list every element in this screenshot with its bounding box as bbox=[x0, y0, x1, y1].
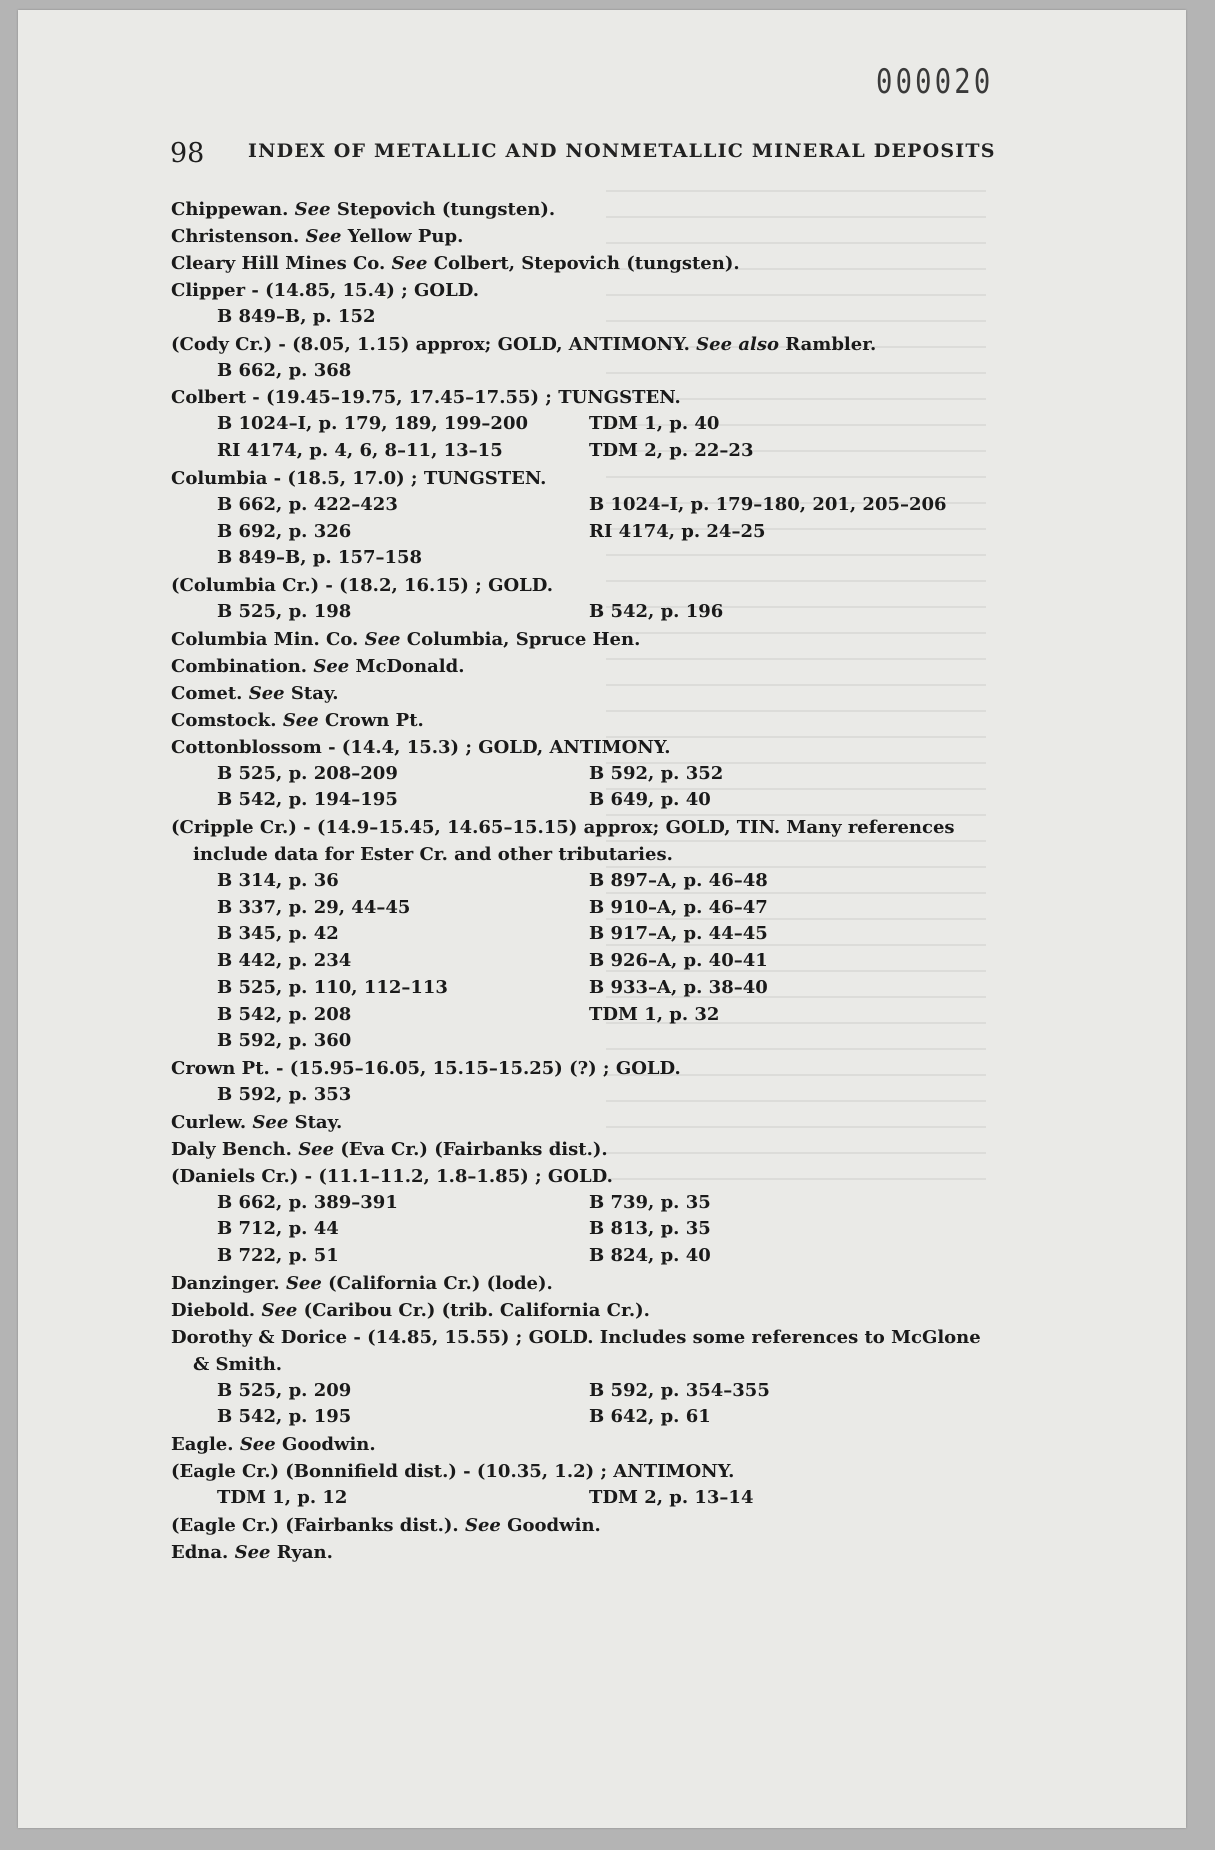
reference-left: B 525, p. 208–209 bbox=[217, 762, 398, 784]
entry-head: Edna. bbox=[171, 1541, 229, 1563]
see-reference-label: See bbox=[364, 628, 401, 650]
reference-right: B 917–A, p. 44–45 bbox=[589, 923, 768, 945]
entry-continuation: & Smith. bbox=[193, 1353, 283, 1375]
entry-heading bbox=[171, 331, 1071, 358]
entry-heading bbox=[171, 734, 1071, 761]
entry-heading bbox=[171, 196, 1071, 223]
see-reference-target: Columbia, Spruce Hen. bbox=[406, 628, 641, 650]
reference-left: B 542, p. 195 bbox=[217, 1406, 352, 1428]
reference-left: B 525, p. 110, 112–113 bbox=[217, 976, 448, 998]
reference-left: B 662, p. 389–391 bbox=[217, 1191, 398, 1213]
entry-heading bbox=[171, 626, 1071, 653]
see-reference-target: Yellow Pup. bbox=[347, 226, 464, 247]
index-entry bbox=[171, 1324, 1071, 1431]
entry-head: Cottonblossom - (14.4, 15.3) ; GOLD, ANTIMONY. bbox=[171, 736, 671, 758]
reference-right: TDM 1, p. 32 bbox=[589, 1003, 720, 1025]
index-entry bbox=[171, 384, 1071, 464]
index-entry bbox=[171, 250, 1071, 277]
reference-left: B 849–B, p. 152 bbox=[217, 306, 376, 327]
reference-left: B 345, p. 42 bbox=[217, 923, 339, 945]
reference-right: B 824, p. 40 bbox=[589, 1245, 711, 1267]
see-reference-label: See bbox=[252, 1111, 289, 1133]
entry-heading bbox=[171, 572, 1071, 599]
entry-heading bbox=[171, 1297, 1071, 1324]
index-entry bbox=[171, 277, 1071, 331]
entry-heading bbox=[171, 1539, 1071, 1566]
index-entry bbox=[171, 814, 1071, 1055]
see-reference-label: See bbox=[464, 1514, 501, 1536]
entry-heading bbox=[171, 384, 1071, 411]
reference-right: TDM 2, p. 13–14 bbox=[589, 1487, 754, 1509]
reference-right: B 1024–I, p. 179–180, 201, 205–206 bbox=[589, 493, 947, 515]
reference-right: B 642, p. 61 bbox=[589, 1406, 711, 1428]
entry-head: (Cody Cr.) - (8.05, 1.15) approx; GOLD, ANTIMONY. bbox=[171, 333, 690, 355]
entry-head: Comstock. bbox=[171, 709, 277, 731]
entry-head: Columbia - (18.5, 17.0) ; TUNGSTEN. bbox=[171, 467, 547, 489]
see-reference-target: (Eva Cr.) (Fairbanks dist.). bbox=[340, 1138, 608, 1160]
see-reference-label: See bbox=[313, 655, 350, 677]
reference-list bbox=[171, 492, 1071, 572]
reference-list bbox=[171, 761, 1071, 814]
index-entry bbox=[171, 1055, 1071, 1109]
entry-head: Eagle. bbox=[171, 1434, 234, 1456]
entry-head: Curlew. bbox=[171, 1111, 247, 1133]
reference-left: B 525, p. 198 bbox=[217, 600, 352, 622]
entry-heading bbox=[171, 277, 1071, 304]
reference-left: B 592, p. 360 bbox=[217, 1030, 352, 1052]
reference-left: TDM 1, p. 12 bbox=[217, 1487, 348, 1509]
reference-left: B 662, p. 422–423 bbox=[217, 493, 398, 515]
reference-left: B 542, p. 194–195 bbox=[217, 789, 398, 811]
entry-heading bbox=[171, 1270, 1071, 1297]
reference-left: B 542, p. 208 bbox=[217, 1003, 352, 1025]
index-entry bbox=[171, 1431, 1071, 1458]
reference-list bbox=[171, 1190, 1071, 1270]
see-reference-label: See bbox=[298, 1138, 335, 1160]
entry-head: (Eagle Cr.) (Bonnifield dist.) - (10.35, 1.2) ; ANTIMONY. bbox=[171, 1461, 735, 1483]
index-entry bbox=[171, 465, 1071, 572]
entry-head: Colbert - (19.45–19.75, 17.45–17.55) ; TUNGSTEN. bbox=[171, 387, 681, 409]
index-entry bbox=[171, 1270, 1071, 1297]
entry-head: (Cripple Cr.) - (14.9–15.45, 14.65–15.15) approx; GOLD, TIN. Many references bbox=[171, 817, 955, 839]
reference-right: B 813, p. 35 bbox=[589, 1218, 711, 1240]
see-reference-target: Rambler. bbox=[785, 333, 877, 355]
reference-left: B 592, p. 353 bbox=[217, 1083, 352, 1105]
reference-list bbox=[171, 868, 1071, 1055]
reference-right: B 542, p. 196 bbox=[589, 600, 724, 622]
see-reference-target: Goodwin. bbox=[282, 1434, 376, 1456]
entry-head: Clipper - (14.85, 15.4) ; GOLD. bbox=[171, 280, 480, 301]
see-reference-target: (Caribou Cr.) (trib. California Cr.). bbox=[303, 1299, 650, 1321]
entry-heading bbox=[171, 1512, 1071, 1539]
see-reference-label: See bbox=[294, 199, 331, 220]
see-reference-label: See bbox=[239, 1434, 276, 1456]
index-entry bbox=[171, 1512, 1071, 1539]
reference-list bbox=[171, 599, 1071, 626]
index-entry bbox=[171, 331, 1071, 385]
entry-heading bbox=[171, 1055, 1071, 1082]
reference-left: B 712, p. 44 bbox=[217, 1218, 339, 1240]
entry-heading bbox=[171, 223, 1071, 250]
entry-heading bbox=[171, 1109, 1071, 1136]
entry-head: Chippewan. bbox=[171, 199, 289, 220]
index-entry bbox=[171, 1163, 1071, 1270]
archive-stamp: 000020 bbox=[876, 62, 994, 102]
see-reference-label: See bbox=[285, 1272, 322, 1294]
reference-list bbox=[171, 1082, 1071, 1109]
entry-heading bbox=[171, 1136, 1071, 1163]
entry-heading bbox=[171, 1458, 1071, 1485]
reference-right: B 933–A, p. 38–40 bbox=[589, 976, 768, 998]
index-entry bbox=[171, 680, 1071, 707]
entry-heading bbox=[171, 1324, 1071, 1351]
reference-list bbox=[171, 1485, 1071, 1512]
index-entry bbox=[171, 1539, 1071, 1566]
reference-left: B 1024–I, p. 179, 189, 199–200 bbox=[217, 413, 529, 435]
entry-head: Christenson. bbox=[171, 226, 300, 247]
see-reference-target: (California Cr.) (lode). bbox=[328, 1272, 553, 1294]
entry-head: Dorothy & Dorice - (14.85, 15.55) ; GOLD. Includes some references to McGlone bbox=[171, 1326, 981, 1348]
document-page bbox=[18, 10, 1186, 1828]
entry-head: (Columbia Cr.) - (18.2, 16.15) ; GOLD. bbox=[171, 574, 554, 596]
see-reference-target: Stay. bbox=[290, 682, 339, 704]
reference-left: B 525, p. 209 bbox=[217, 1379, 352, 1401]
reference-left: B 662, p. 368 bbox=[217, 359, 352, 381]
index-entry bbox=[171, 1458, 1071, 1512]
see-reference-target: Ryan. bbox=[276, 1541, 333, 1563]
entry-continuation: include data for Ester Cr. and other tributaries. bbox=[193, 844, 673, 866]
entry-heading bbox=[171, 1163, 1071, 1190]
index-entry bbox=[171, 653, 1071, 680]
see-reference-target: Colbert, Stepovich (tungsten). bbox=[433, 253, 740, 274]
see-reference-label: See also bbox=[696, 333, 779, 355]
index-entry bbox=[171, 626, 1071, 653]
index-entry bbox=[171, 223, 1071, 250]
reference-left: B 722, p. 51 bbox=[217, 1245, 339, 1267]
entry-heading bbox=[171, 707, 1071, 734]
reference-left: RI 4174, p. 4, 6, 8–11, 13–15 bbox=[217, 440, 503, 462]
see-reference-target: Stepovich (tungsten). bbox=[336, 199, 556, 220]
index-entry bbox=[171, 196, 1071, 223]
entry-head: (Daniels Cr.) - (11.1–11.2, 1.8–1.85) ; GOLD. bbox=[171, 1165, 613, 1187]
see-reference-label: See bbox=[261, 1299, 298, 1321]
entry-head: Danzinger. bbox=[171, 1272, 280, 1294]
reference-right: B 649, p. 40 bbox=[589, 789, 711, 811]
index-entry bbox=[171, 1297, 1071, 1324]
see-reference-target: McDonald. bbox=[355, 655, 465, 677]
index-entry bbox=[171, 734, 1071, 814]
index-entry bbox=[171, 1109, 1071, 1136]
entry-head: Daly Bench. bbox=[171, 1138, 292, 1160]
page-number: 98 bbox=[170, 138, 205, 169]
reference-right: B 739, p. 35 bbox=[589, 1191, 711, 1213]
see-reference-label: See bbox=[248, 682, 285, 704]
reference-right: B 926–A, p. 40–41 bbox=[589, 950, 768, 972]
entry-head: Crown Pt. - (15.95–16.05, 15.15–15.25) (?) ; GOLD. bbox=[171, 1057, 681, 1079]
see-reference-label: See bbox=[305, 226, 342, 247]
running-head: INDEX OF METALLIC AND NONMETALLIC MINERAL DEPOSITS bbox=[248, 140, 996, 162]
see-reference-target: Crown Pt. bbox=[325, 709, 424, 731]
reference-right: RI 4174, p. 24–25 bbox=[589, 520, 766, 542]
reference-left: B 849–B, p. 157–158 bbox=[217, 547, 423, 569]
reference-right: B 897–A, p. 46–48 bbox=[589, 870, 768, 892]
entry-heading bbox=[171, 680, 1071, 707]
entry-heading bbox=[171, 653, 1071, 680]
index-entry bbox=[171, 572, 1071, 626]
entry-heading bbox=[171, 465, 1071, 492]
see-reference-label: See bbox=[282, 709, 319, 731]
see-reference-target: Goodwin. bbox=[507, 1514, 601, 1536]
entry-head: (Eagle Cr.) (Fairbanks dist.). bbox=[171, 1514, 459, 1536]
entry-heading bbox=[171, 1431, 1071, 1458]
reference-list bbox=[171, 304, 1071, 331]
entry-head: Comet. bbox=[171, 682, 243, 704]
reference-list bbox=[171, 1378, 1071, 1431]
see-reference-target: Stay. bbox=[294, 1111, 343, 1133]
reference-right: B 910–A, p. 46–47 bbox=[589, 896, 768, 918]
reference-left: B 442, p. 234 bbox=[217, 950, 352, 972]
entry-head: Columbia Min. Co. bbox=[171, 628, 359, 650]
reference-list bbox=[171, 411, 1071, 464]
entry-heading bbox=[171, 250, 1071, 277]
reference-left: B 337, p. 29, 44–45 bbox=[217, 896, 411, 918]
index-entry bbox=[171, 707, 1071, 734]
index-entries bbox=[171, 196, 1071, 1566]
reference-list bbox=[171, 358, 1071, 385]
reference-right: B 592, p. 352 bbox=[589, 762, 724, 784]
reference-right: B 592, p. 354–355 bbox=[589, 1379, 770, 1401]
reference-left: B 314, p. 36 bbox=[217, 870, 339, 892]
entry-head: Combination. bbox=[171, 655, 308, 677]
entry-head: Diebold. bbox=[171, 1299, 256, 1321]
see-reference-label: See bbox=[391, 253, 428, 274]
index-entry bbox=[171, 1136, 1071, 1163]
entry-heading bbox=[171, 814, 1071, 841]
see-reference-label: See bbox=[234, 1541, 271, 1563]
reference-right: TDM 2, p. 22–23 bbox=[589, 440, 754, 462]
entry-head: Cleary Hill Mines Co. bbox=[171, 253, 386, 274]
reference-left: B 692, p. 326 bbox=[217, 520, 352, 542]
reference-right: TDM 1, p. 40 bbox=[589, 413, 720, 435]
